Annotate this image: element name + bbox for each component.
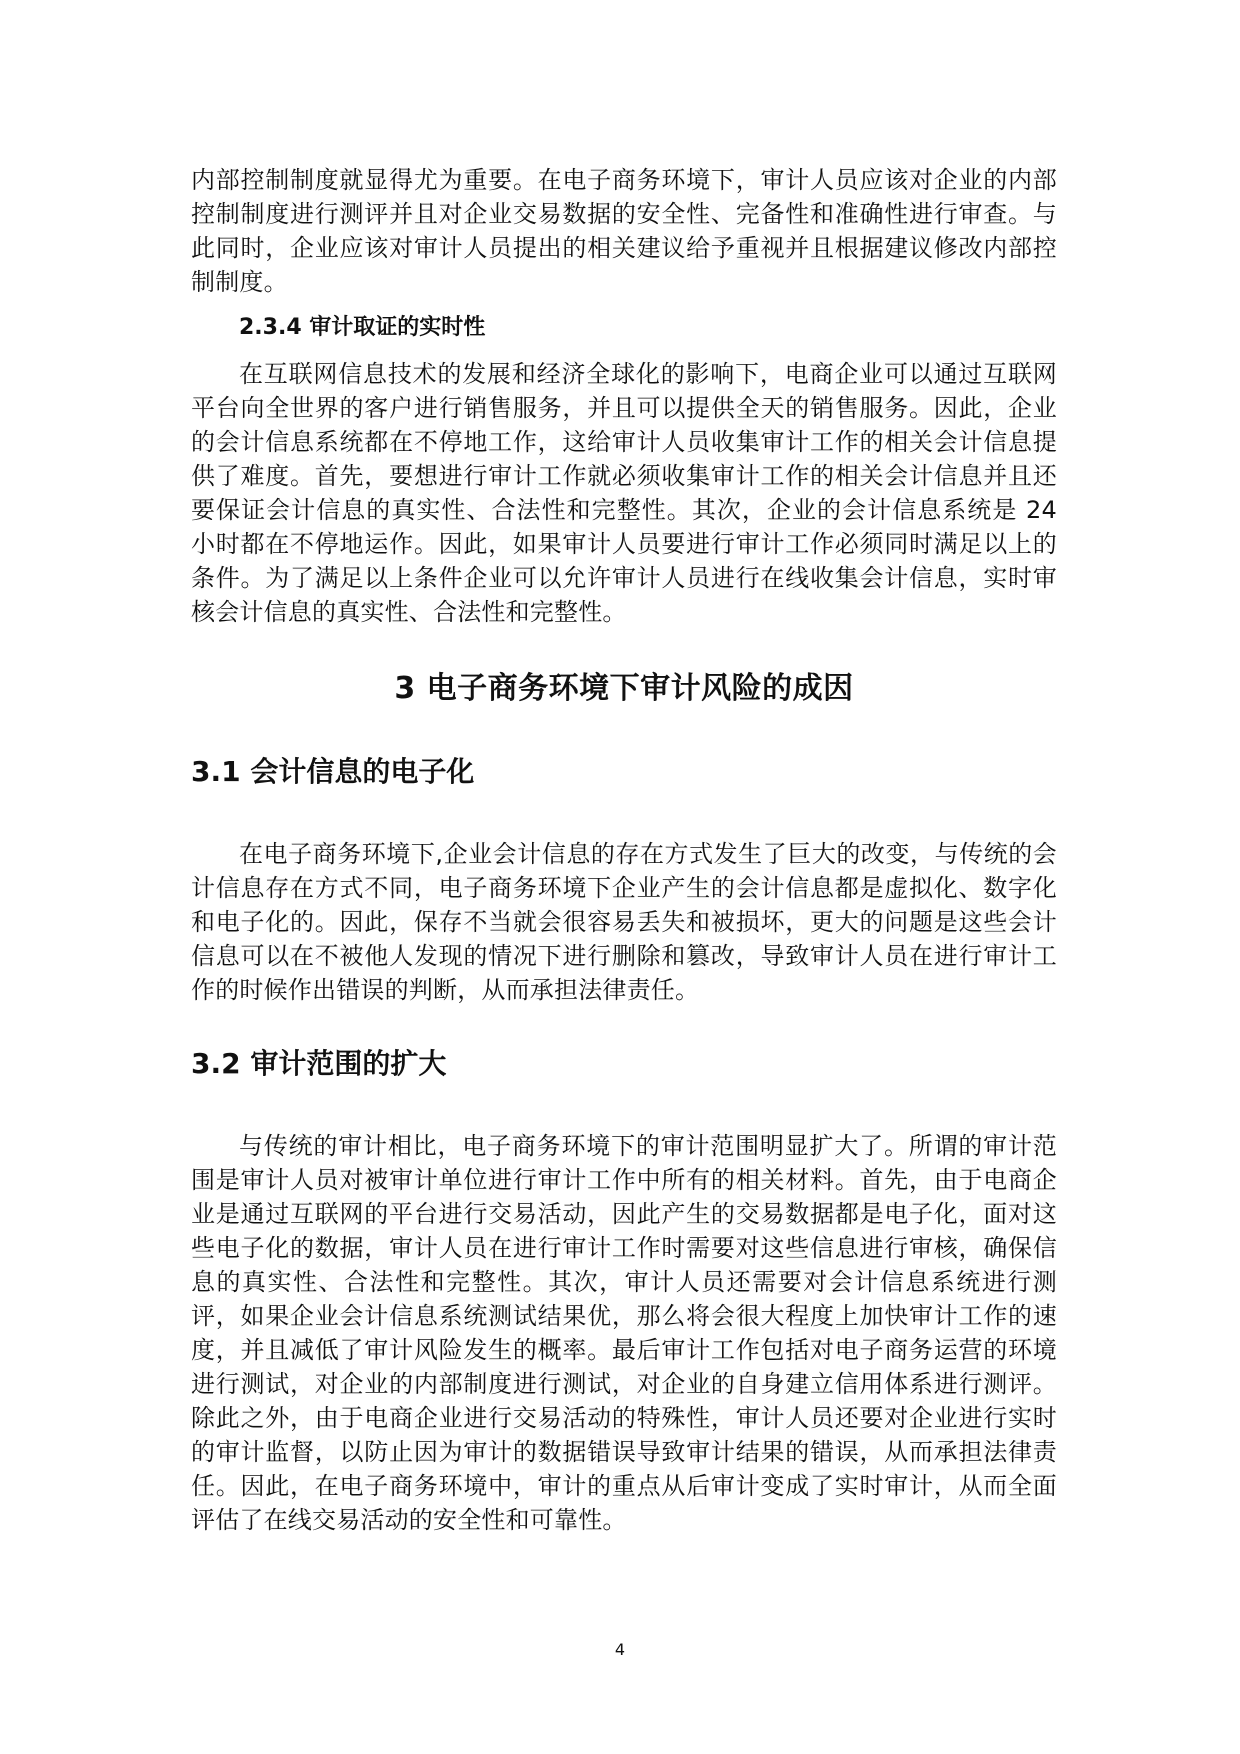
paragraph-internal-control: 内部控制制度就显得尤为重要。在电子商务环境下，审计人员应该对企业的内部控制制度进行测评并且对企业交易数据的安全性、完备性和准确性进行审查。与此同时，企业应该对审计人员提出的相关建议给予重视并且根据建议修改内部控制制度。 — [191, 166, 1057, 296]
heading-2-3-4: 2.3.4 审计取证的实时性 — [239, 315, 486, 340]
heading-3-2: 3.2 审计范围的扩大 — [191, 1047, 447, 1080]
heading-chapter-3: 3 电子商务环境下审计风险的成因 — [394, 671, 854, 706]
paragraph-audit-scope: 与传统的审计相比，电子商务环境下的审计范围明显扩大了。所谓的审计范围是审计人员对被审计单位进行审计工作中所有的相关材料。首先，由于电商企业是通过互联网的平台进行交易活动，因此产生的交易数据都是电子化，面对这些电子化的数据，审计人员在进行审计工作时需要对这些信息进行审核，确保信息的真实性、合法性和完整性。其次，审计人员还需要对会计信息系统进行测评，如果企业会计信息系统测试结果优，那么将会很大程度上加快审计工作的速度，并且减低了审计风险发生的概率。最后审计工作包括对电子商务运营的环境进行测试，对企业的内部制度进行测试，对企业的自身建立信用体系进行测评。除此之外，由于电商企业进行交易活动的特殊性，审计人员还要对企业进行实时的审计监督，以防止因为审计的数据错误导致审计结果的错误，从而承担法律责任。因此，在电子商务环境中，审计的重点从后审计变成了实时审计，从而全面评估了在线交易活动的安全性和可靠性。 — [191, 1132, 1057, 1534]
heading-3-1: 3.1 会计信息的电子化 — [191, 755, 475, 788]
paragraph-realtime-evidence: 在互联网信息技术的发展和经济全球化的影响下，电商企业可以通过互联网平台向全世界的客户进行销售服务，并且可以提供全天的销售服务。因此，企业的会计信息系统都在不停地工作，这给审计人员收集审计工作的相关会计信息提供了难度。首先，要想进行审计工作就必须收集审计工作的相关会计信息并且还要保证会计信息的真实性、合法性和完整性。其次，企业的会计信息系统是 24 小时都在不停地运作。因此，如果审计人员要进行审计工作必须同时满足以上的条件。为了满足以上条件企业可以允许审计人员进行在线收集会计信息，实时审核会计信息的真实性、合法性和完整性。 — [191, 360, 1057, 626]
page-content — [191, 163, 1057, 1537]
page-number: 4 — [614, 1640, 626, 1659]
paragraph-electronic-accounting: 在电子商务环境下,企业会计信息的存在方式发生了巨大的改变，与传统的会计信息存在方式不同，电子商务环境下企业产生的会计信息都是虚拟化、数字化和电子化的。因此，保存不当就会很容易丢失和被损坏，更大的问题是这些会计信息可以在不被他人发现的情况下进行删除和篡改，导致审计人员在进行审计工作的时候作出错误的判断，从而承担法律责任。 — [191, 840, 1057, 1004]
